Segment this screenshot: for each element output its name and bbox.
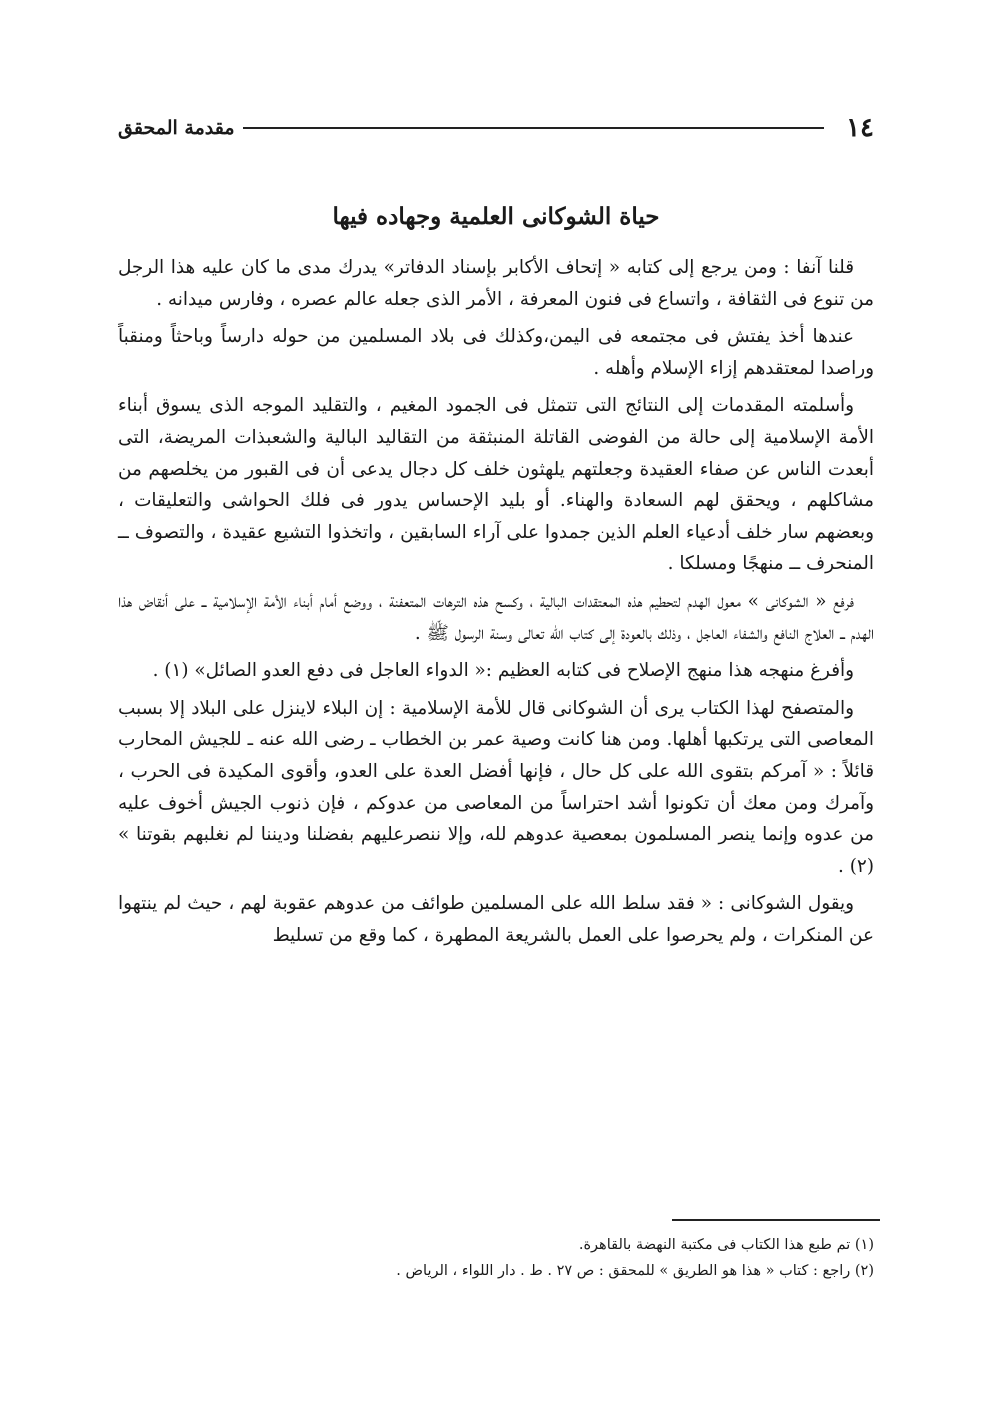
paragraph: فرفع « الشوكانى » معول الهدم لتحطيم هذه المعتقدات البالية ، وكسح هذه الترهات المتعفنة ، ووضع أمام أبناء الأمة الإسلامية ــ على أنقاض هذا الهدم ــ العلاج النافع والشفاء العاجل ، وذلك بالعودة إلى كتاب الله تعالى وسنة الرسول ﷺ . [118,590,874,644]
paragraph: وأسلمته المقدمات إلى النتائج التى تتمثل فى الجمود المغيم ، والتقليد الموجه الذى يسوق أبناء الأمة الإسلامية إلى حالة من الفوضى القاتلة المنبثقة من التقاليد البالية والشعبذات المريضة، التى أبعدت الناس عن صفاء العقيدة وجعلتهم يلهثون خلف كل دجال يدعى أن فى القبور من يخلصهم من مشاكلهم ، ويحقق لهم السعادة والهناء. أو بليد الإحساس يدور فى فلك الحواشى والتعليقات ، وبعضهم سار خلف أدعياء العلم الذين جمدوا على آراء السابقين ، واتخذوا التشيع عقيدة ، والتصوف ــ المنحرف ــ منهجًا ومسلكا . [118,395,874,575]
paragraph: عندها أخذ يفتش فى مجتمعه فى اليمن،وكذلك فى بلاد المسلمين من حوله دارساً وباحثاً ومنقباً وراصدا لمعتقدهم إزاء الإسلام وأهله . [118,326,874,379]
paragraph: والمتصفح لهذا الكتاب يرى أن الشوكانى قال للأمة الإسلامية : إن البلاء لاينزل على البلاد إلا بسبب المعاصى التى يرتكبها أهلها. ومن هنا كانت وصية عمر بن الخطاب ـ رضى الله عنه ـ للجيش المحارب قائلاً : « آمركم بتقوى الله على كل حال ، فإنها أفضل العدة على العدو، وأقوى المكيدة فى الحرب ، وآمرك ومن معك أن تكونوا أشد احتراساً من المعاصى من عدوكم ، فإن ذنوب الجيش أخوف عليه من عدوه وإنما ينصر المسلمون بمعصية عدوهم لله، وإلا ننصرعليهم بفضلنا وديننا لم نغلبهم بقوتنا » (٢) . [118,697,874,877]
page-number: ١٤ [846,113,874,143]
section-title: حياة الشوكانى العلمية وجهاده فيها [332,203,660,230]
running-title: مقدمة المحقق [118,117,235,139]
paragraph: وأفرغ منهجه هذا منهج الإصلاح فى كتابه العظيم :« الدواء العاجل فى دفع العدو الصائل» (١) . [152,660,854,682]
paragraph: قلنا آنفا : ومن يرجع إلى كتابه « إتحاف الأكابر بإسناد الدفاتر» يدرك مدى ما كان عليه هذا الرجل من تنوع فى الثقافة ، واتساع فى فنون المعرفة ، الأمر الذى جعله عالم عصره ، وفارس ميدانه . [118,257,874,310]
footnote-rule [672,1219,880,1221]
paragraph: ويقول الشوكانى : « فقد سلط الله على المسلمين طوائف من عدوهم عقوبة لهم ، حيث لم ينتهوا عن المنكرات ، ولم يحرصوا على العمل بالشريعة المطهرة ، كما وقع من تسليط [118,893,874,946]
header-rule [243,127,825,129]
running-header [118,108,874,148]
footnote: (١) تم طبع هذا الكتاب فى مكتبة النهضة بالقاهرة. [578,1237,874,1253]
footnote: (٢) راجع : كتاب « هذا هو الطريق » للمحقق : ص ٢٧ . ط . دار اللواء ، الرياض . [396,1263,874,1279]
body-text [118,252,874,957]
footnotes [118,1232,874,1284]
